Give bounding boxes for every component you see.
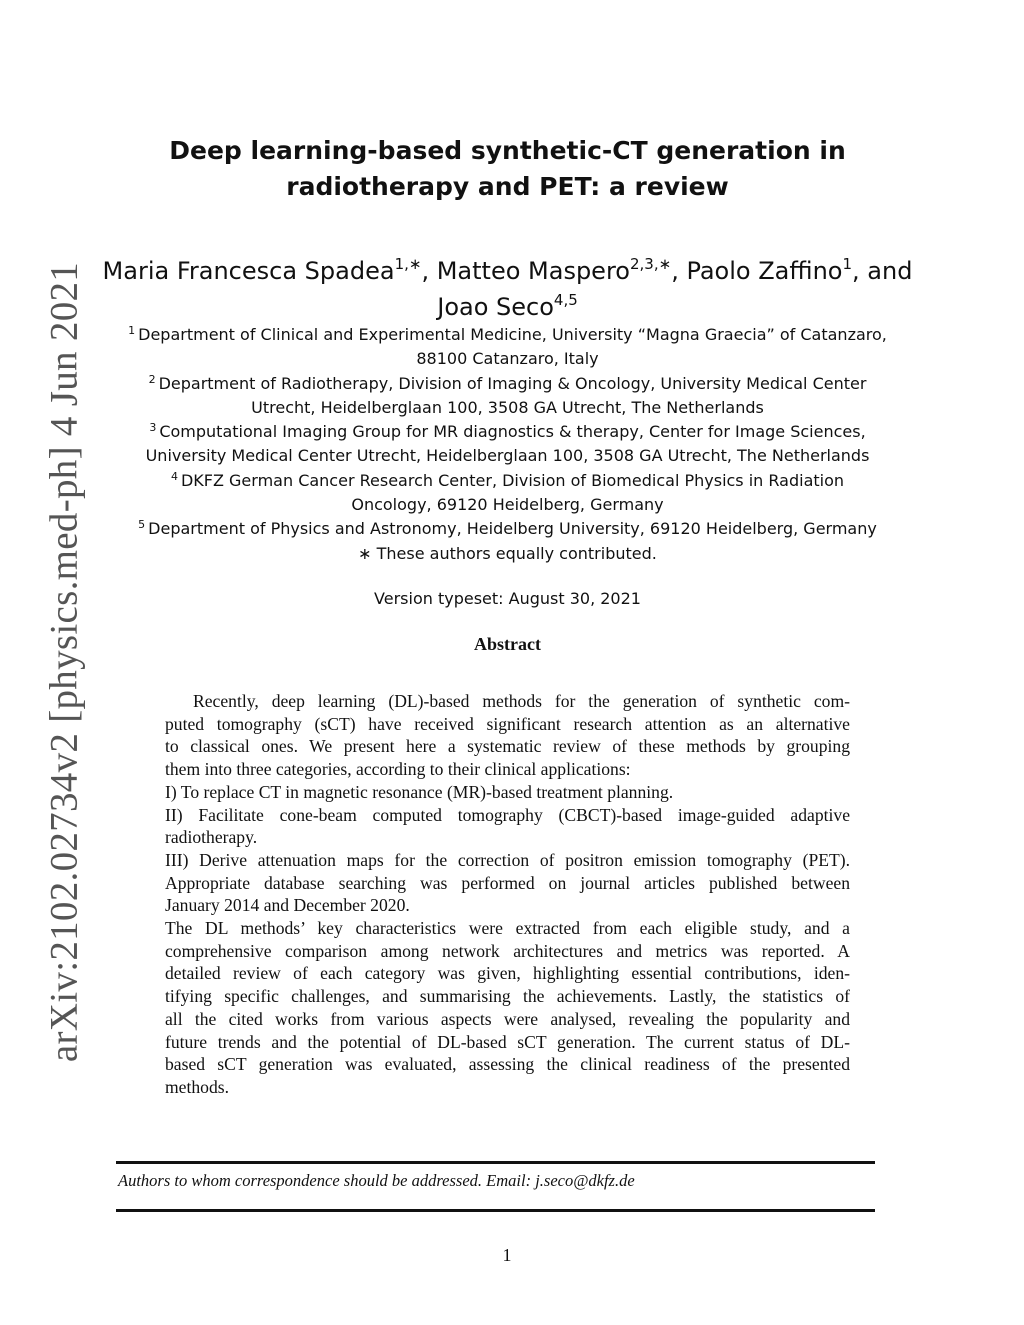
footnote-rule-top — [116, 1161, 875, 1164]
abstract-line: puted tomography (sCT) have received significant research attention as an alternative — [165, 713, 850, 734]
affiliation-line — [100, 493, 915, 517]
author-affiliation-marker: 2,3,∗ — [629, 255, 672, 273]
author-name: Paolo Zaffino — [686, 257, 843, 285]
affiliation-text: Department of Radiotherapy, Division of Imaging & Oncology, University Medical Center — [158, 373, 867, 393]
arxiv-identifier: arXiv:2102.02734v2 [physics.med-ph] 4 Jun 2021 — [42, 261, 86, 1063]
affiliation-text: Department of Clinical and Experimental Medicine, University “Magna Graecia” of Catanzaro, — [138, 325, 887, 344]
affiliation-text: Department of Physics and Astronomy, Heidelberg University, 69120 Heidelberg, Germany — [148, 519, 877, 539]
abstract-line: Appropriate database searching was performed on journal articles published between — [165, 872, 850, 893]
affiliation-text: Utrecht, Heidelberglaan 100, 3508 GA Utrecht, The Netherlands — [251, 397, 764, 417]
affiliation-line — [100, 396, 915, 420]
abstract-line: The DL methods’ key characteristics were extracted from each eligible study, and a — [165, 918, 850, 939]
abstract-body — [165, 690, 850, 1099]
affiliation-number: 5 — [138, 518, 146, 532]
affiliation-text: Oncology, 69120 Heidelberg, Germany — [351, 495, 664, 515]
author-line — [100, 289, 915, 325]
page-number: 1 — [502, 1245, 512, 1265]
abstract-line: all the cited works from various aspects were analysed, revealing the popularity and — [165, 1008, 850, 1029]
affiliation-number: 1 — [128, 324, 136, 337]
author-name: Matteo Maspero — [436, 257, 630, 285]
affiliation-line — [100, 469, 915, 493]
abstract-line: to classical ones. We present here a systematic review of these methods by grouping — [165, 736, 850, 757]
abstract-line: based sCT generation was evaluated, assessing the clinical readiness of the presented — [165, 1054, 850, 1075]
abstract-line: methods. — [165, 1076, 230, 1097]
affiliation-line — [100, 323, 915, 347]
affiliation-text: DKFZ German Cancer Research Center, Division of Biomedical Physics in Radiation — [180, 470, 845, 490]
affiliation-text: 88100 Catanzaro, Italy — [416, 349, 599, 369]
abstract-line: future trends and the potential of DL-based sCT generation. The current status of DL- — [165, 1031, 850, 1052]
affiliation-text: University Medical Center Utrecht, Heidelberglaan 100, 3508 GA Utrecht, The Netherlands — [145, 446, 870, 466]
abstract-line: III) Derive attenuation maps for the correction of positron emission tomography (PET). — [165, 849, 850, 870]
author-line: Maria Francesca Spadea$^{1,∗}$, Matteo Maspero$^{2,3,∗}$, Paolo Zaffino$^1$, and — [102, 255, 913, 285]
affiliation-line — [100, 444, 915, 468]
abstract-line: detailed review of each category was given, highlighting essential contributions, iden- — [165, 963, 850, 984]
title-line: Deep learning-based synthetic-CT generation in — [169, 136, 846, 165]
affiliation-text: Computational Imaging Group for MR diagnostics & therapy, Center for Image Sciences, — [159, 422, 866, 442]
abstract-line: tifying specific challenges, and summarising the achievements. Lastly, the statistics of — [165, 986, 850, 1007]
affiliation-line — [100, 420, 915, 444]
affiliation-number: 2 — [148, 372, 156, 386]
author-affiliation-marker: 1 — [842, 255, 853, 273]
affiliation-number: 4 — [170, 469, 178, 483]
affiliation-number: 3 — [149, 421, 157, 435]
author-name: Joao Seco — [437, 293, 554, 321]
abstract-line: January 2014 and December 2020. — [165, 895, 410, 916]
title-line: radiotherapy and PET: a review — [286, 172, 729, 201]
affiliation-line — [100, 517, 915, 541]
author-name: Maria Francesca Spadea — [102, 257, 395, 285]
author-list — [100, 253, 915, 325]
abstract-line: them into three categories, according to their clinical applications: — [165, 759, 631, 780]
affiliation-list — [100, 323, 915, 566]
author-affiliation-marker: 4,5 — [553, 291, 578, 309]
abstract-line: I) To replace CT in magnetic resonance (MR)-based treatment planning. — [165, 781, 674, 802]
affiliation-line — [100, 372, 915, 396]
author-affiliation-marker: 1,∗ — [394, 255, 422, 273]
abstract-line: comprehensive comparison among network architectures and metrics was reported. A — [165, 940, 850, 961]
affiliation-line — [100, 347, 915, 371]
correspondence-footnote: Authors to whom correspondence should be addressed. Email: j.seco@dkfz.de — [118, 1171, 635, 1190]
abstract-line: radiotherapy. — [165, 827, 258, 848]
paper-title — [120, 133, 895, 205]
author-conjunction: , and — [852, 257, 913, 285]
abstract-line: Recently, deep learning (DL)-based methods for the generation of synthetic com- — [193, 691, 850, 711]
version-typeset: Version typeset: August 30, 2021 — [374, 589, 641, 608]
abstract-heading: Abstract — [474, 634, 541, 654]
footnote-rule-bottom — [116, 1209, 875, 1212]
equal-contribution-note: ∗ These authors equally contributed. — [358, 543, 657, 563]
abstract-line: II) Facilitate cone-beam computed tomography (CBCT)-based image-guided adaptive — [165, 804, 850, 825]
